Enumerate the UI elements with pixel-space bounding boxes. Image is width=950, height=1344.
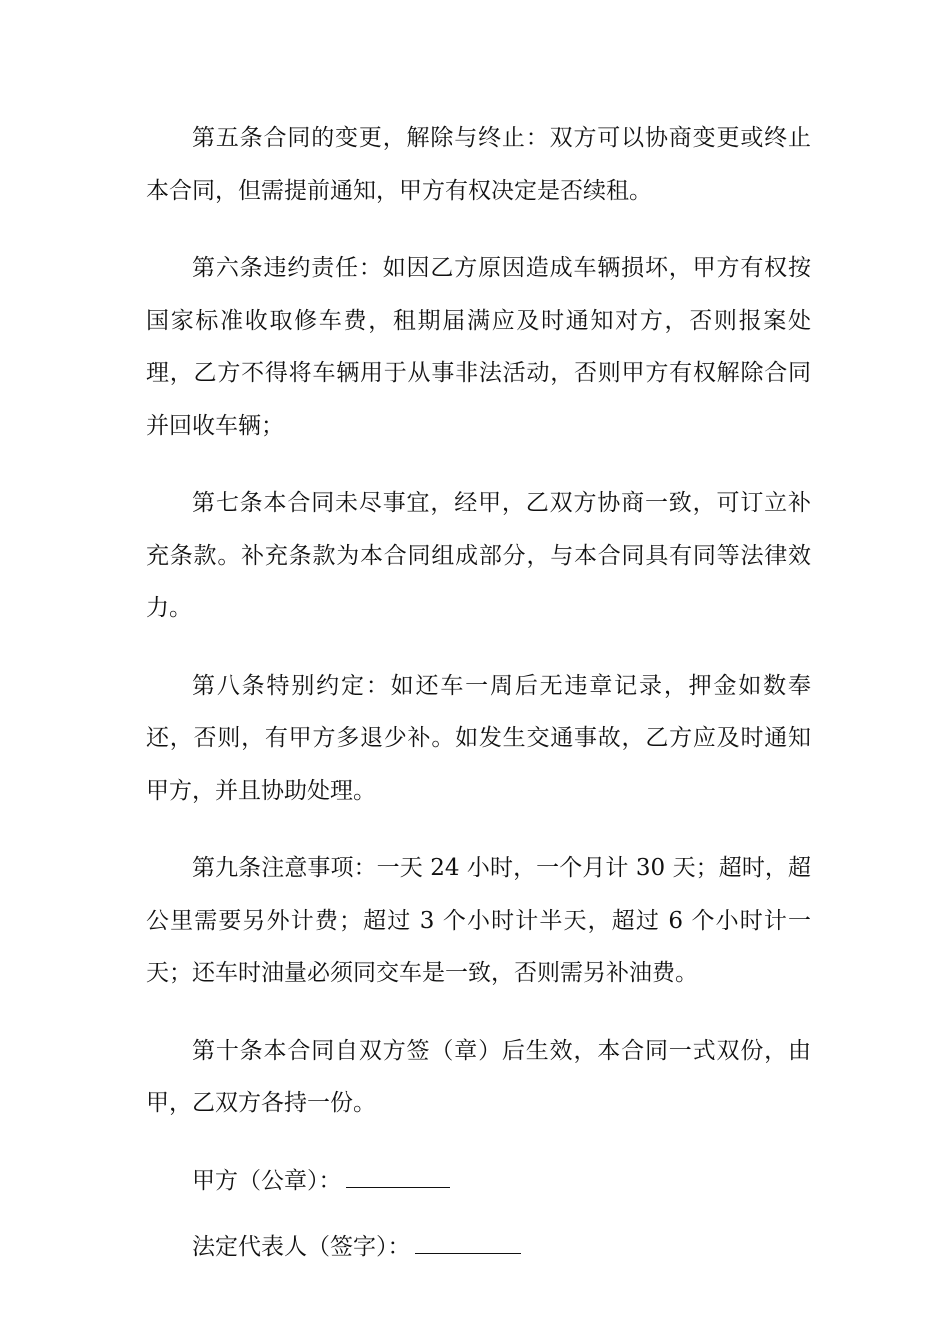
clause-5: 第五条合同的变更，解除与终止：双方可以协商变更或终止本合同，但需提前通知，甲方有权决定是否续租。 — [146, 125, 811, 204]
party-a-signature-line — [146, 1155, 811, 1208]
clause-6: 第六条违约责任：如因乙方原因造成车辆损坏，甲方有权按国家标准收取修车费，租期届满应及时通知对方，否则报案处理，乙方不得将车辆用于从事非法活动，否则甲方有权解除合同并回收车辆； — [146, 255, 811, 439]
clause-8: 第八条特别约定：如还车一周后无违章记录，押金如数奉还，否则，有甲方多退少补。如发生交通事故，乙方应及时通知甲方，并且协助处理。 — [146, 672, 811, 804]
legal-rep-blank — [415, 1227, 521, 1254]
party-a-label: 甲方（公章）： — [192, 1167, 342, 1194]
contract-body — [146, 112, 811, 1288]
clause-9: 第九条注意事项：一天 24 小时，一个月计 30 天；超时，超公里需要另外计费；超过 3 个小时计半天，超过 6 个小时计一天；还车时油量必须同交车是一致，否则需另补油费。 — [146, 855, 811, 986]
legal-rep-signature-line — [146, 1221, 811, 1274]
legal-rep-label: 法定代表人（签字）： — [192, 1234, 411, 1260]
clause-7: 第七条本合同未尽事宜，经甲，乙双方协商一致，可订立补充条款。补充条款为本合同组成部分，与本合同具有同等法律效力。 — [146, 490, 811, 621]
party-a-blank — [346, 1161, 450, 1188]
clause-10: 第十条本合同自双方签（章）后生效，本合同一式双份，由甲，乙双方各持一份。 — [146, 1037, 811, 1116]
